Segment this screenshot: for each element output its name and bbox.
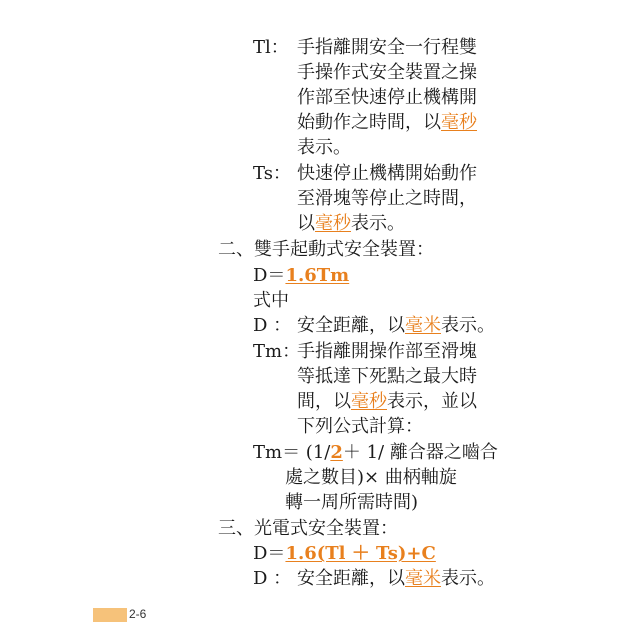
ts-text-line-3: [297, 212, 405, 236]
section2-d-text-a: 安全距離，以: [297, 315, 405, 336]
section3-d-unit-highlight: 毫米: [405, 568, 441, 589]
section3-formula-highlight: 1.6(Tl ＋ Ts)+C: [285, 543, 436, 564]
section3-d-text: [297, 567, 495, 591]
section2-tm-formula-line-2: 處之數目)× 曲柄軸旋: [285, 467, 457, 488]
section2-tm-line-1: 手指離開操作部至滑塊: [297, 341, 477, 362]
tl-unit-highlight: 毫秒: [441, 112, 477, 133]
ts-label: Ts：: [253, 163, 291, 184]
section2-heading: 二、雙手起動式安全裝置：: [218, 239, 434, 260]
ts-text-line-1: 快速停止機構開始動作: [297, 163, 477, 184]
tl-text-line-5: 表示。: [297, 137, 351, 158]
section2-d-unit-highlight: 毫米: [405, 315, 441, 336]
section2-tm-line-4: 下列公式計算：: [297, 416, 423, 437]
section2-where: 式中: [253, 290, 289, 311]
section2-tm-line-2: 等抵達下死點之最大時: [297, 366, 477, 387]
section3-d-text-b: 表示。: [441, 568, 495, 589]
section2-formula-highlight: 1.6Tm: [285, 265, 350, 286]
tl-text-line-3: 作部至快速停止機構開: [297, 87, 477, 108]
tl-text-line-2: 手操作式安全裝置之操: [297, 62, 477, 83]
section2-tm-formula-a: Tm＝ (1/: [253, 442, 331, 463]
section2-d-text: [297, 314, 495, 338]
section2-tm-unit-highlight: 毫秒: [351, 391, 387, 412]
section3-d-label: D ：: [253, 568, 292, 589]
section2-tm-formula-line-3: 轉一周所需時間): [285, 492, 419, 513]
tl-text-line-4-a: 始動作之時間，以: [297, 112, 441, 133]
section3-d-text-a: 安全距離，以: [297, 568, 405, 589]
section3-formula-prefix: D＝: [253, 543, 286, 564]
section3-heading: 三、光電式安全裝置：: [218, 518, 398, 539]
tl-text-line-1: 手指離開安全一行程雙: [297, 37, 477, 58]
section2-tm-line-3-a: 間，以: [297, 391, 351, 412]
section2-d-text-b: 表示。: [441, 315, 495, 336]
ts-text-line-2: 至滑塊等停止之時間，: [297, 188, 477, 209]
section3-formula: [253, 542, 436, 566]
section2-tm-formula-highlight: 2: [330, 442, 343, 463]
tl-text-line-4: [297, 111, 477, 135]
tl-label: Tl：: [253, 37, 289, 58]
section2-formula-prefix: D＝: [253, 265, 286, 286]
section2-tm-formula-b: ＋ 1/ 離合器之嚙合: [342, 442, 498, 463]
ts-unit-highlight: 毫秒: [315, 213, 351, 234]
ts-text-line-3-a: 以: [297, 213, 315, 234]
section2-formula: [253, 264, 349, 288]
section2-tm-line-3: [297, 390, 477, 414]
section2-tm-line-3-b: 表示，並以: [387, 391, 477, 412]
section2-d-label: D ：: [253, 315, 292, 336]
section2-tm-label: Tm：: [253, 341, 301, 362]
page-number: 2-6: [129, 607, 147, 621]
section2-tm-formula-line-1: [253, 441, 498, 465]
ts-text-line-3-b: 表示。: [351, 213, 405, 234]
page-footer-accent-bar: [93, 608, 127, 622]
